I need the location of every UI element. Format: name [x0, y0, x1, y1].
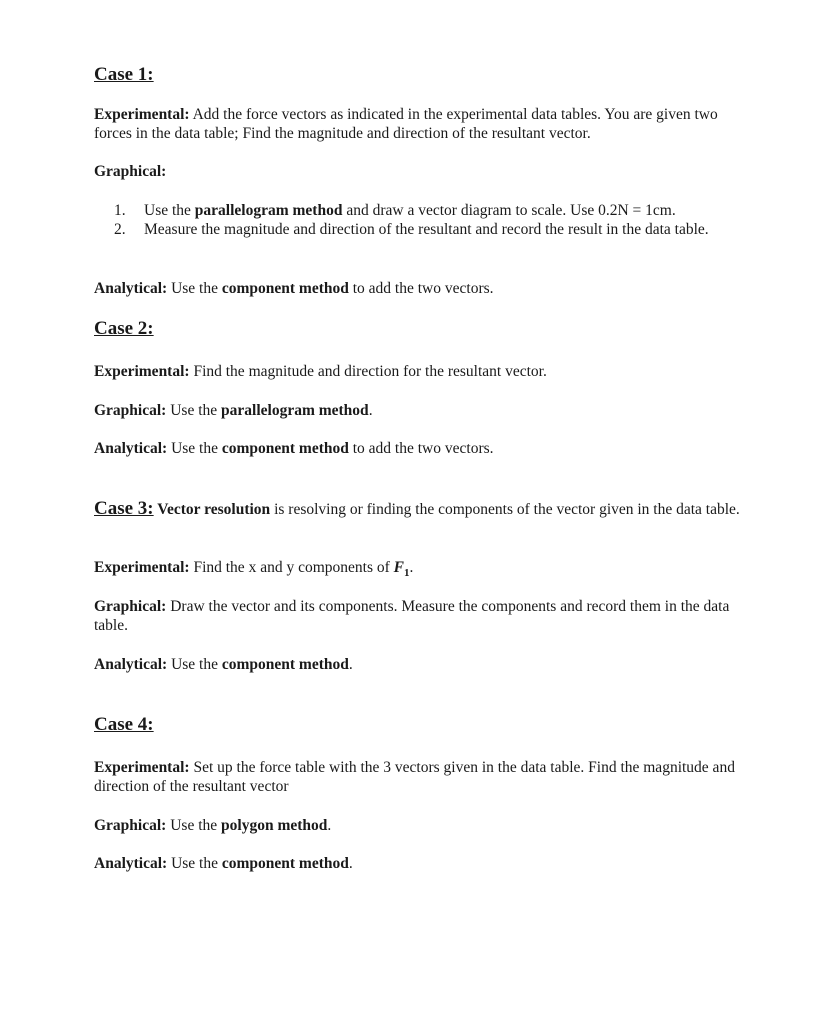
- case1-title: Case 1:: [94, 64, 154, 85]
- case1-analytical-bold: component method: [221, 280, 349, 297]
- case1-step-1-post: and draw a vector diagram to scale. Use 0.2N = 1cm.: [342, 202, 676, 219]
- case2-analytical-label: Analytical:: [94, 440, 168, 457]
- case1-step-1-number: 1.: [114, 202, 126, 219]
- case2-analytical: [94, 439, 754, 458]
- case2-graphical-label: Graphical:: [94, 402, 167, 419]
- case3-intro-bold: Vector resolution: [153, 501, 271, 518]
- force-f1-subscript: 1: [403, 567, 410, 580]
- case1-step-2-text: Measure the magnitude and direction of the resultant and record the result in the data table.: [144, 221, 709, 238]
- case4-graphical-pre: Use the: [166, 817, 222, 834]
- case4-analytical-pre: Use the: [167, 855, 222, 872]
- force-f1-letter: F: [393, 559, 404, 576]
- case1-experimental-label: Experimental:: [94, 106, 190, 123]
- case3-intro-text: is resolving or finding the components of the vector given in the data table.: [270, 501, 740, 518]
- case3-graphical-label: Graphical:: [94, 598, 167, 615]
- case3-graphical-text: Draw the vector and its components. Measure the components and record them in the data table.: [94, 598, 730, 634]
- case1-analytical-pre: Use the: [167, 280, 222, 297]
- case3-experimental-label: Experimental:: [94, 559, 190, 576]
- case2-title: Case 2:: [94, 318, 154, 339]
- case1-experimental: [94, 105, 754, 143]
- case1-graphical-heading: [94, 162, 754, 181]
- case4-analytical: [94, 854, 754, 873]
- case1-step-1-bold: parallelogram method: [194, 202, 343, 219]
- case2-graphical-bold: parallelogram method: [221, 402, 369, 419]
- case2-experimental-text: Find the magnitude and direction for the resultant vector.: [189, 363, 547, 380]
- case3-analytical-pre: Use the: [167, 656, 222, 673]
- case4-graphical-bold: polygon method: [221, 817, 328, 834]
- case1-step-2-number: 2.: [114, 221, 126, 238]
- case4-graphical-post: .: [327, 817, 332, 834]
- case2-graphical-pre: Use the: [166, 402, 222, 419]
- case4-analytical-bold: component method: [221, 855, 349, 872]
- force-f1-symbol: [393, 559, 410, 580]
- case2-experimental-label: Experimental:: [94, 363, 190, 380]
- case4-experimental-text: Set up the force table with the 3 vectors given in the data table. Find the magnitude and direction of the resultant vector: [94, 759, 735, 795]
- case2-graphical-post: .: [368, 402, 373, 419]
- case4-analytical-post: .: [348, 855, 353, 872]
- case3-analytical-post: .: [348, 656, 353, 673]
- case1-step-1-text: [144, 201, 754, 220]
- case2-analytical-pre: Use the: [167, 440, 222, 457]
- case3-experimental-text: Find the x and y components of: [189, 559, 394, 576]
- case1-step-2: [114, 220, 754, 239]
- case4-graphical-label: Graphical:: [94, 817, 167, 834]
- case4-analytical-label: Analytical:: [94, 855, 168, 872]
- case1-graphical-label: Graphical:: [94, 163, 167, 180]
- case4-experimental: [94, 758, 754, 796]
- case3-title: Case 3:: [94, 498, 154, 519]
- case3-analytical-bold: component method: [221, 656, 349, 673]
- case4-title: Case 4:: [94, 714, 154, 735]
- case3-intro: [94, 499, 754, 519]
- case1-analytical: [94, 279, 754, 298]
- case3-experimental-end: .: [409, 559, 414, 576]
- case1-experimental-text: Add the force vectors as indicated in the experimental data tables. You are given two forces in the data table; Find the magnitude and direction of the resultant vector.: [94, 106, 718, 142]
- case2-graphical: [94, 401, 754, 420]
- case4-graphical: [94, 816, 754, 835]
- case4-experimental-label: Experimental:: [94, 759, 190, 776]
- case1-step-1-pre: Use the: [144, 202, 195, 219]
- case2-analytical-bold: component method: [221, 440, 349, 457]
- case2-analytical-post: to add the two vectors.: [348, 440, 494, 457]
- case1-step-1: [114, 201, 754, 220]
- case2-experimental: [94, 362, 754, 381]
- case3-graphical: [94, 597, 754, 635]
- case1-analytical-label: Analytical:: [94, 280, 168, 297]
- case3-experimental: [94, 558, 754, 583]
- case1-analytical-post: to add the two vectors.: [348, 280, 494, 297]
- case3-analytical-label: Analytical:: [94, 656, 168, 673]
- case3-analytical: [94, 655, 754, 674]
